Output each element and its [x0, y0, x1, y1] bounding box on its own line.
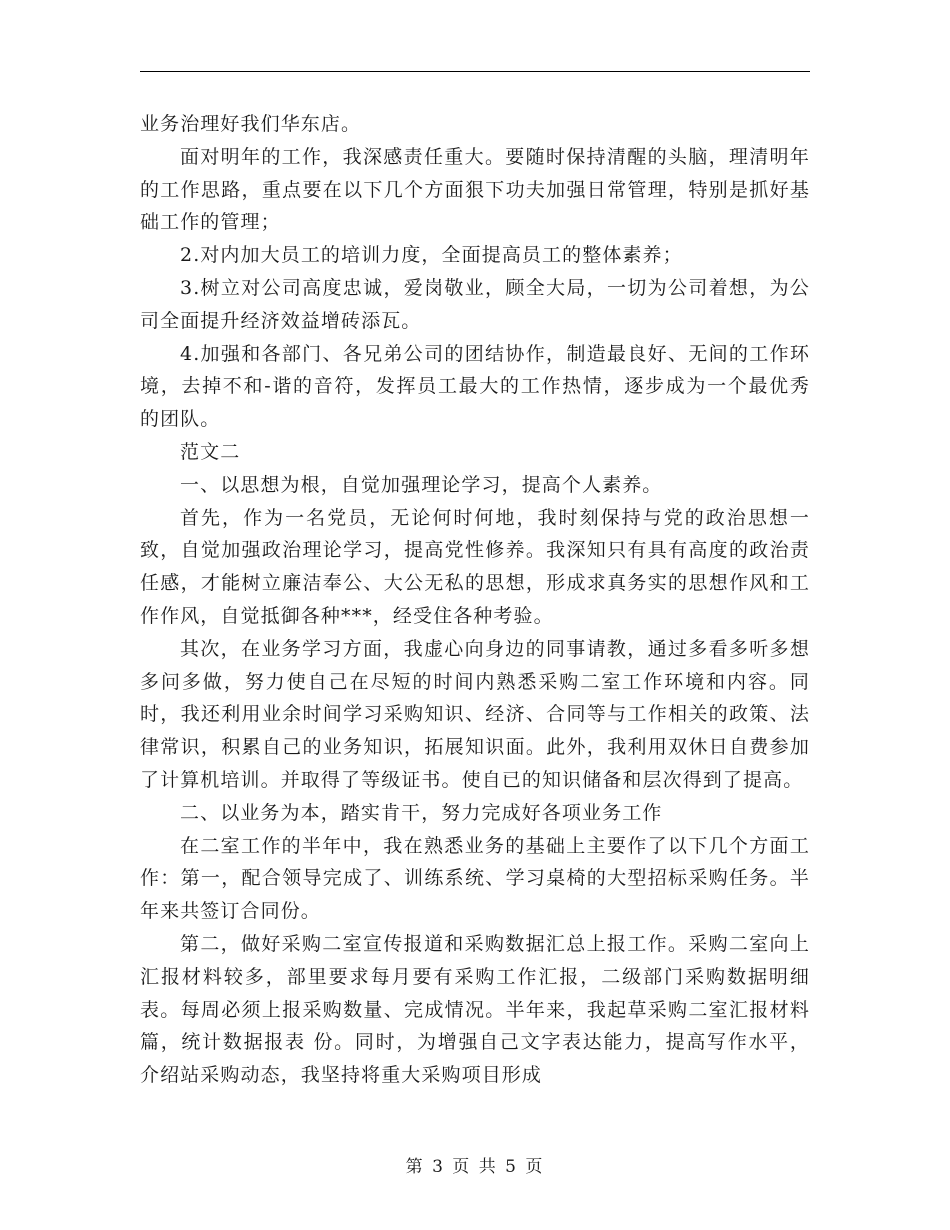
paragraph: 其次，在业务学习方面，我虚心向身边的同事请教，通过多看多听多想多问多做，努力使自己在尽短的时间内熟悉采购二室工作环境和内容。同时，我还利用业余时间学习采购知识、经济、合同等与工作相关的政策、法律常识，积累自己的业务知识，拓展知识面。此外，我利用双休日自费参加了计算机培训。并取得了等级证书。使自已的知识储备和层次得到了提高。: [140, 637, 810, 791]
list-item: 2.对内加大员工的培训力度，全面提高员工的整体素养；: [180, 244, 683, 267]
paragraph: 首先，作为一名党员，无论何时何地，我时刻保持与党的政治思想一致，自觉加强政治理论学习，提高党性修养。我深知只有具有高度的政治责任感，才能树立廉洁奉公、大公无私的思想，形成求真务实的思想作风和工作作风，自觉抵御各种***，经受住各种考验。: [140, 506, 810, 627]
page-number-footer: 第 3 页 共 5 页: [405, 1157, 545, 1177]
section-heading: 一、以思想为根，自觉加强理论学习，提高个人素养。: [180, 473, 663, 496]
document-body: [140, 108, 810, 1092]
paragraph: 在二室工作的半年中，我在熟悉业务的基础上主要作了以下几个方面工作：第一，配合领导完成了、训练系统、学习桌椅的大型招标采购任务。半年来共签订合同份。: [140, 834, 810, 923]
header-rule: [140, 71, 810, 72]
section-heading: 二、以业务为本，踏实肯干，努力完成好各项业务工作: [180, 801, 663, 824]
paragraph: 面对明年的工作，我深感责任重大。要随时保持清醒的头脑，理清明年的工作思路，重点要在以下几个方面狠下功夫加强日常管理，特别是抓好基础工作的管理；: [140, 145, 810, 234]
section-heading: 范文二: [180, 440, 241, 463]
paragraph: 业务治理好我们华东店。: [140, 113, 362, 135]
list-item: 4.加强和各部门、各兄弟公司的团结协作，制造最良好、无间的工作环境，去掉不和-谐的音符，发挥员工最大的工作热情，逐步成为一个最优秀的团队。: [140, 342, 810, 431]
list-item: 3.树立对公司高度忠诚，爱岗敬业，顾全大局，一切为公司着想，为公司全面提升经济效益增砖添瓦。: [140, 276, 810, 332]
paragraph: 第二，做好采购二室宣传报道和采购数据汇总上报工作。采购二室向上汇报材料较多，部里要求每月要有采购工作汇报，二级部门采购数据明细表。每周必须上报采购数量、完成情况。半年来，我起草采购二室汇报材料篇，统计数据报表 份。同时，为增强自己文字表达能力，提高写作水平，介绍站采购动态，我坚持将重大采购项目形成: [140, 932, 810, 1087]
